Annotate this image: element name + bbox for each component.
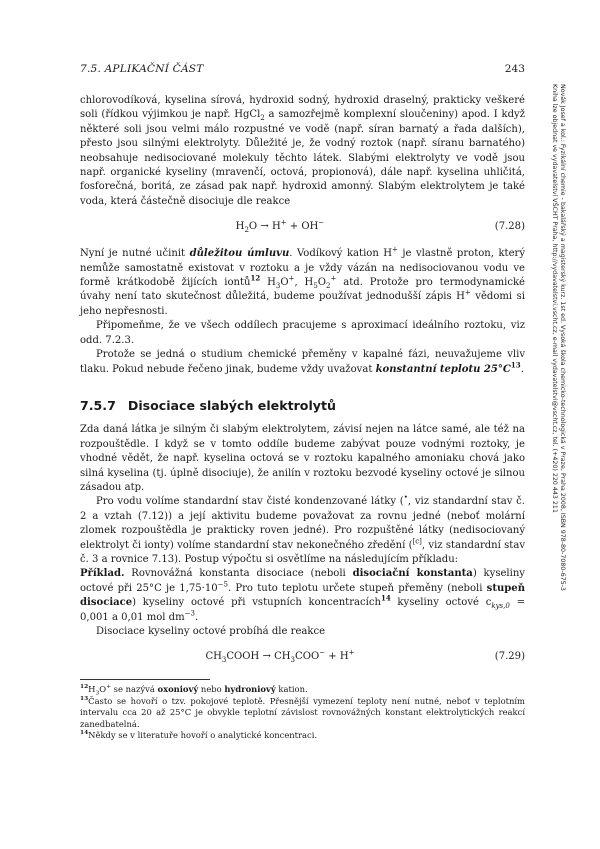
emphasis-convention: důležitou úmluvu bbox=[189, 248, 290, 260]
equation-7-29-body: $CH_3COOH \to CH_3COO^- + H^+$ bbox=[205, 647, 355, 665]
header-section-title: 7.5. APLIKAČNÍ ČÁST bbox=[80, 63, 204, 75]
footnote-ref-14[interactable]: 14 bbox=[380, 593, 391, 603]
equation-7-28 bbox=[80, 213, 525, 241]
footnote-rule bbox=[80, 679, 210, 680]
emphasis-temperature: konstantní teplotu 25°C bbox=[375, 363, 511, 375]
paragraph-pressure: Protože se jedná o studium chemické přeměny v kapalné fázi, neuvažujeme vliv tlaku. Pokud nebude řečeno jinak, budeme vždy uvažovat konstantní teplotu 25°C$^{13}$. bbox=[80, 349, 525, 375]
equation-7-28-body: $H_2O \to H^+ + OH^-$ bbox=[235, 217, 325, 235]
paragraph-ideal-solution: Připomeňme, že ve všech oddílech pracujeme s aproximací ideálního roztoku, viz odd. 7.2.3. bbox=[80, 320, 525, 346]
body-text bbox=[80, 94, 525, 742]
sidebar-line-2: Kniha lze objednat ve vydavatelství VŠCHT Praha, http://vydavatelstvi.vscht.cz, e-mail vydavatelstvi@vscht.cz, tel. (+420) 220 443 211 bbox=[550, 84, 558, 513]
footnote-ref-13[interactable]: 13 bbox=[510, 360, 521, 370]
paragraph-reaction-intro: Disociace kyseliny octové probíhá dle reakce bbox=[96, 626, 326, 637]
running-header bbox=[80, 63, 525, 75]
footnote-13: $^{13}$Často se hovoří o tzv. pokojové teplotě. Přesnější vymezení teploty není nutné, neboť v teplotním intervalu cca 20 až 25°C je obvykle teplotní závislost rovnovážných konstant elektrolytických reakcí zanedbatelná. bbox=[80, 695, 525, 729]
section-heading bbox=[80, 399, 525, 413]
paragraph-electrolytes: chlorovodíková, kyselina sírová, hydroxid sodný, hydroxid draselný, prakticky veškeré soli (řídkou výjimkou je např. HgCl$_2$ a samozřejmě komplexní sloučeniny) apod. I když některé soli jsou velmi málo rozpustné ve vodě (např. síran barnatý a řada dalších), přesto jsou silnými elektrolyty. Důležité je, že vodný roztok (např. síranu barnatého) neobsahuje nedisociované molekuly těchto látek. Slabými elektrolyty ve vodě jsou např. organické kyseliny (mravenčí, octová, propionová), dále např. kyselina uhličitá, fosforečná, boritá, ze zásad pak např. hydroxid amonný. Slabým elektrolytem je také voda, která částečně disociuje dle reakce bbox=[80, 95, 525, 207]
sidebar-citation bbox=[550, 84, 566, 614]
sidebar-line-1: Novák Josef a kol.: Fyzikální chemie - bakalářský a magisterský kurz. 1st ed. Vysoká škola chemicko-technologická v Praze, Praha 2008, ISBN 978-80-7080-675-3 bbox=[559, 84, 566, 591]
equation-7-29-number: (7.29) bbox=[494, 651, 525, 663]
equation-7-28-number: (7.28) bbox=[494, 221, 525, 233]
page-number: 243 bbox=[504, 63, 525, 75]
paragraph-solvent: Zda daná látka je silným či slabým elektrolytem, závisí nejen na látce samé, ale též na rozpouštědle. I když se v tomto oddíle budeme zabývat pouze vodnými roztoky, je vhodné vědět, že např. kyselina octová se v roztoku kapalného amoniaku chová jako silná kyselina (tj. úplně disociuje), že anilín v roztoku bezvodé kyseliny octové je silnou zásadou atp. bbox=[80, 424, 525, 493]
example-label: Příklad. bbox=[80, 568, 125, 580]
footnote-14: $^{14}$Někdy se v literatuře hovoří o analytické koncentraci. bbox=[80, 729, 318, 741]
paragraph-convention: Nyní je nutné učinit důležitou úmluvu. Vodíkový kation H+ je vlastně proton, který nemůže samostatně existovat v roztoku a je vždy vázán na nedisociovanou vodu ve formě krátkodobě žijících iontů$^{12}$ $H_3O^+$, $H_5O_2^+$ atd. Protože pro termodynamické úvahy není tato skutečnost důležitá, budeme používat jednodušší zápis H+ vědomi si jeho nepřesnosti. bbox=[80, 244, 525, 317]
footnote-12: $^{12}H_3O^+$ se nazývá oxoniový nebo hydroniový kation. bbox=[80, 683, 308, 698]
example-paragraph: Příklad. Rovnovážná konstanta disociace (neboli disociační konstanta) kyseliny octové při 25°C je $1,75\cdot 10^{-5}$. Pro tuto teplotu určete stupeň přeměny (neboli stupeň disociace) kyseliny octové při vstupních koncentracích$^{14}$ kyseliny octové $c_{kys,0} = 0,001$ a 0,01 mol $dm^{-3}$. bbox=[80, 568, 525, 623]
equation-7-29 bbox=[80, 643, 525, 671]
section-number: 7.5.7 bbox=[80, 397, 116, 413]
footnote-ref-12[interactable]: 12 bbox=[250, 273, 261, 283]
section-title: Disociace slabých elektrolytů bbox=[127, 397, 336, 413]
paragraph-standard-state: Pro vodu volíme standardní stav čisté kondenzované látky (•, viz standardní stav č. 2 a vztah (7.12)) a její aktivitu budeme považovat za rovnu jedné (neboť molární zlomek rozpouštědla je prakticky roven jedné). Pro rozpuštěné látky (nedisociovaný elektrolyt či ionty) volíme standardní stav nekonečného zředění ([c], viz standardní stav č. 3 a rovnice 7.13). Postup výpočtu si osvětlíme na následujícím příkladu: bbox=[80, 493, 525, 565]
